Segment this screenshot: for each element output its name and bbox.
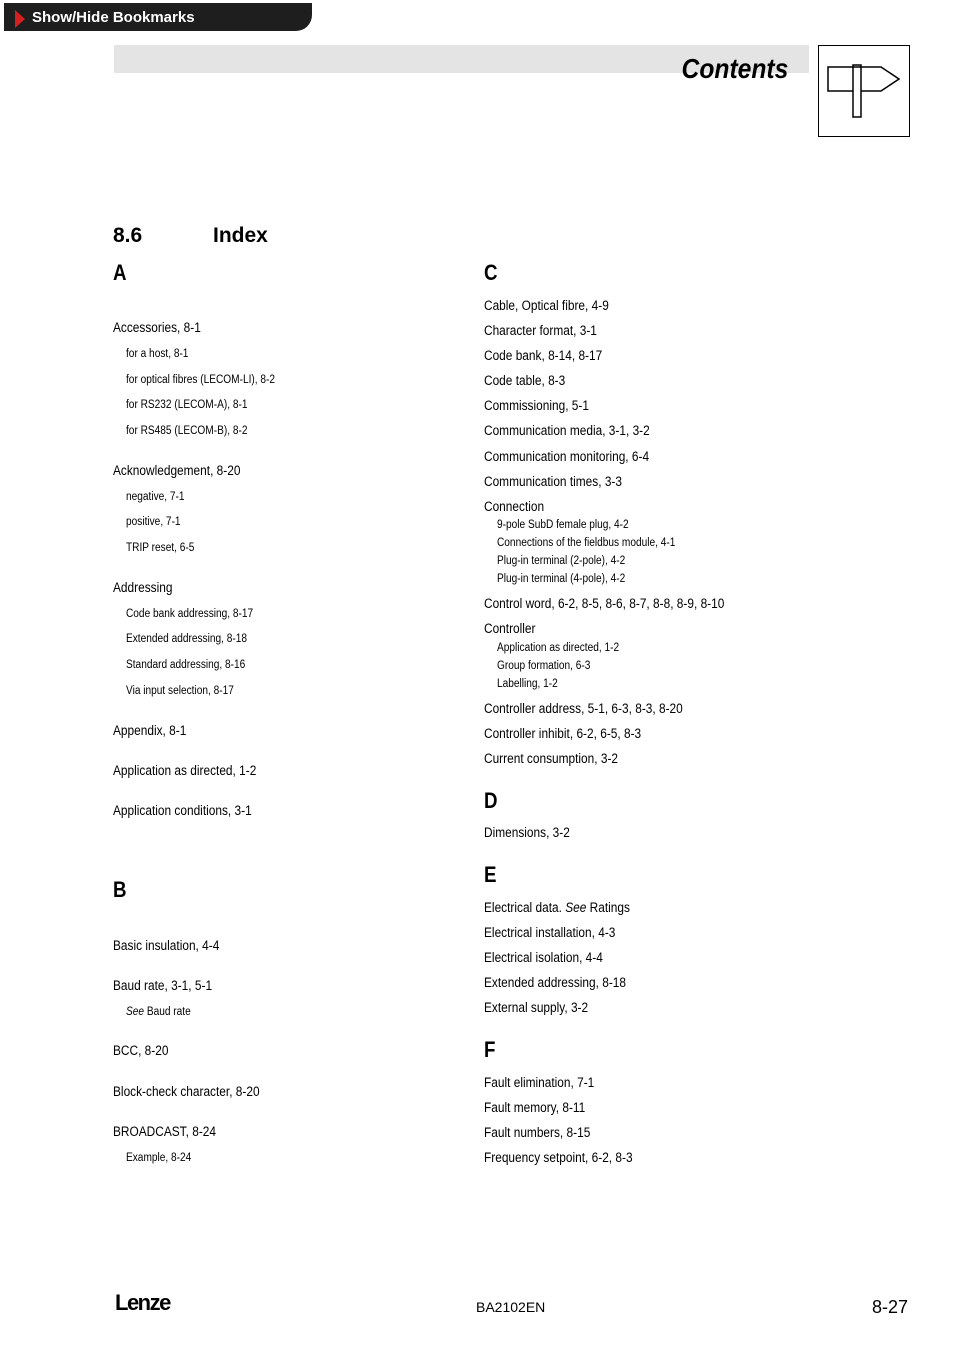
triangle-right-icon xyxy=(15,10,25,28)
lenze-logo: Lenze xyxy=(115,1290,170,1315)
index-subentry[interactable]: Group formation, 6-3 xyxy=(497,660,591,672)
index-entry[interactable]: Fault elimination, 7-1 xyxy=(484,1075,595,1090)
index-subentry[interactable]: for optical fibres (LECOM-LI), 8-2 xyxy=(126,374,276,386)
index-entry[interactable]: Fault memory, 8-11 xyxy=(484,1100,586,1115)
index-subentry[interactable]: Labelling, 1-2 xyxy=(497,678,558,690)
entry-text: Electrical data. xyxy=(484,900,566,915)
index-subentry[interactable]: for a host, 8-1 xyxy=(126,348,189,360)
index-entry[interactable]: Connection xyxy=(484,499,545,514)
section-number: 8.6 xyxy=(113,224,143,247)
index-entry[interactable]: Electrical installation, 4-3 xyxy=(484,925,616,940)
show-hide-bookmarks-button[interactable] xyxy=(4,3,312,31)
index-entry[interactable]: Electrical isolation, 4-4 xyxy=(484,950,603,965)
index-entry[interactable]: Appendix, 8-1 xyxy=(113,723,187,738)
index-subentry[interactable]: for RS232 (LECOM-A), 8-1 xyxy=(126,399,248,411)
bookmarks-label: Show/Hide Bookmarks xyxy=(32,9,195,26)
document-code: BA2102EN xyxy=(476,1299,546,1315)
index-subentry[interactable]: TRIP reset, 6-5 xyxy=(126,542,195,554)
see-reference: See xyxy=(565,900,587,915)
index-entry[interactable]: External supply, 3-2 xyxy=(484,1000,589,1015)
index-entry[interactable]: Acknowledgement, 8-20 xyxy=(113,463,241,478)
index-entry[interactable]: Application as directed, 1-2 xyxy=(113,763,257,778)
signpost-icon xyxy=(819,46,909,136)
index-entry[interactable]: Communication times, 3-3 xyxy=(484,474,622,489)
see-reference: See xyxy=(126,1006,145,1018)
index-entry[interactable]: Extended addressing, 8-18 xyxy=(484,975,627,990)
index-entry[interactable] xyxy=(484,900,630,915)
index-entry[interactable]: Controller xyxy=(484,621,536,636)
contents-title: Contents xyxy=(681,53,788,84)
index-letter-f: F xyxy=(484,1037,496,1062)
index-entry[interactable]: Application conditions, 3-1 xyxy=(113,803,252,818)
index-letter-d: D xyxy=(484,788,498,813)
index-subentry[interactable]: Via input selection, 8-17 xyxy=(126,685,234,697)
index-entry[interactable]: Control word, 6-2, 8-5, 8-6, 8-7, 8-8, 8-9, 8-10 xyxy=(484,596,725,611)
index-entry[interactable]: Communication media, 3-1, 3-2 xyxy=(484,423,650,438)
index-entry[interactable]: Basic insulation, 4-4 xyxy=(113,938,220,953)
index-subentry[interactable]: Plug-in terminal (2-pole), 4-2 xyxy=(497,555,626,567)
index-entry[interactable]: Code bank, 8-14, 8-17 xyxy=(484,348,603,363)
index-subentry[interactable]: for RS485 (LECOM-B), 8-2 xyxy=(126,425,248,437)
index-letter-c: C xyxy=(484,260,498,285)
index-entry[interactable]: Commissioning, 5-1 xyxy=(484,398,589,413)
index-subentry[interactable]: positive, 7-1 xyxy=(126,516,181,528)
index-subentry[interactable]: 9-pole SubD female plug, 4-2 xyxy=(497,519,629,531)
index-subentry[interactable]: negative, 7-1 xyxy=(126,491,185,503)
index-entry[interactable]: Frequency setpoint, 6-2, 8-3 xyxy=(484,1150,633,1165)
index-subentry[interactable]: Example, 8-24 xyxy=(126,1152,192,1164)
index-entry[interactable]: Current consumption, 3-2 xyxy=(484,751,619,766)
index-subentry[interactable]: Plug-in terminal (4-pole), 4-2 xyxy=(497,573,626,585)
see-target: Baud rate xyxy=(144,1006,191,1018)
index-entry[interactable]: Character format, 3-1 xyxy=(484,323,597,338)
index-entry[interactable]: Controller inhibit, 6-2, 6-5, 8-3 xyxy=(484,726,642,741)
index-entry[interactable]: Communication monitoring, 6-4 xyxy=(484,449,650,464)
index-subentry[interactable]: Code bank addressing, 8-17 xyxy=(126,608,254,620)
index-entry[interactable]: BCC, 8-20 xyxy=(113,1043,169,1058)
contents-link[interactable] xyxy=(818,45,910,137)
index-letter-a: A xyxy=(113,260,127,285)
index-subentry[interactable]: Application as directed, 1-2 xyxy=(497,642,620,654)
index-entry[interactable]: Block-check character, 8-20 xyxy=(113,1084,260,1099)
index-entry[interactable]: BROADCAST, 8-24 xyxy=(113,1124,217,1139)
section-title: Index xyxy=(213,224,268,247)
index-entry[interactable]: Controller address, 5-1, 6-3, 8-3, 8-20 xyxy=(484,701,683,716)
index-subentry[interactable]: Connections of the fieldbus module, 4-1 xyxy=(497,537,676,549)
index-entry[interactable]: Dimensions, 3-2 xyxy=(484,825,570,840)
index-entry[interactable]: Code table, 8-3 xyxy=(484,373,566,388)
index-letter-e: E xyxy=(484,862,497,887)
index-letter-b: B xyxy=(113,877,127,902)
index-entry[interactable]: Addressing xyxy=(113,580,173,595)
index-entry[interactable]: Baud rate, 3-1, 5-1 xyxy=(113,978,213,993)
index-entry[interactable]: Fault numbers, 8-15 xyxy=(484,1125,591,1140)
page-number: 8-27 xyxy=(871,1297,908,1317)
index-subentry[interactable]: Standard addressing, 8-16 xyxy=(126,659,246,671)
index-subentry[interactable]: Extended addressing, 8-18 xyxy=(126,633,247,645)
index-subentry[interactable] xyxy=(126,1006,191,1018)
index-entry[interactable]: Accessories, 8-1 xyxy=(113,320,201,335)
see-target: Ratings xyxy=(586,900,630,915)
index-entry[interactable]: Cable, Optical fibre, 4-9 xyxy=(484,298,609,313)
